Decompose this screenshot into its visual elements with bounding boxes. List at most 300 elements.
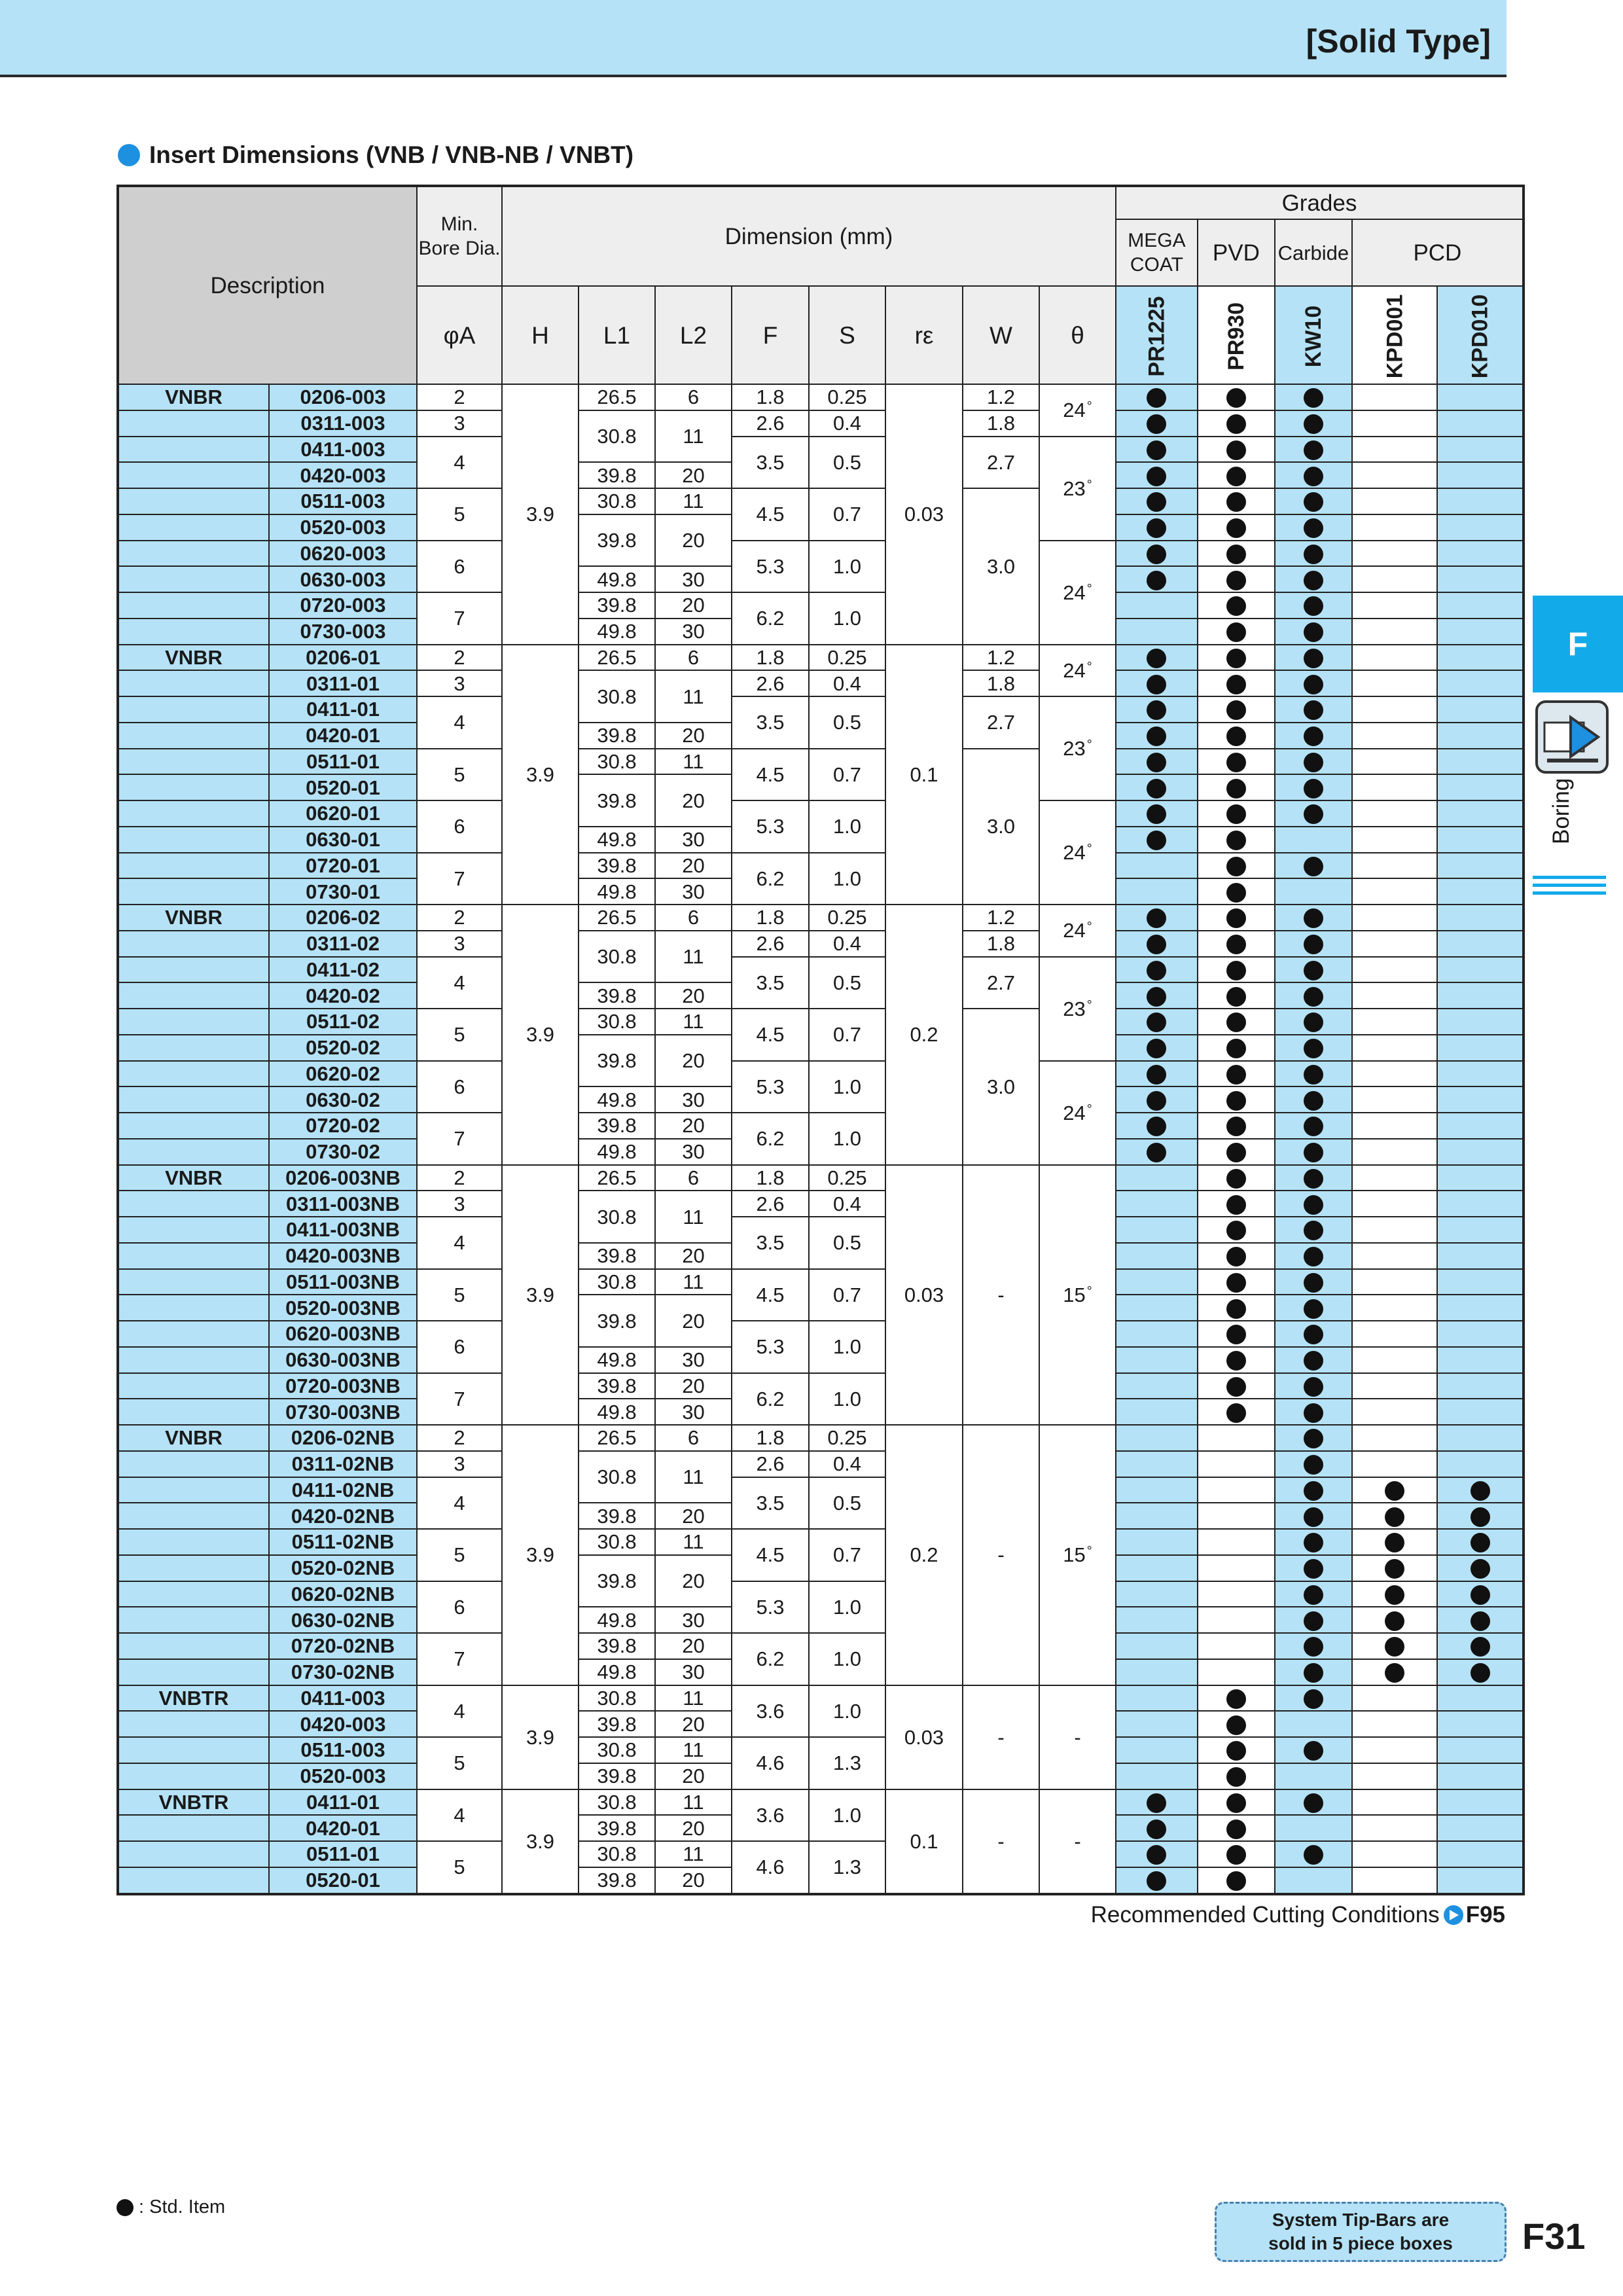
grade-cell-pr930 (1198, 878, 1275, 905)
grade-cell-pr1225 (1116, 1867, 1198, 1894)
min-bore-value: 5 (417, 488, 502, 541)
std-item-dot-icon (1304, 545, 1323, 564)
std-item-dot-icon (1385, 1585, 1404, 1605)
grade-cell-pr1225 (1116, 1295, 1198, 1321)
s-value: 1.0 (809, 1113, 885, 1165)
item-prefix (118, 1607, 269, 1633)
grade-cell-kpd010 (1437, 1399, 1524, 1425)
grade-cell-kpd010 (1437, 1061, 1524, 1087)
std-item-dot-icon (1304, 1299, 1323, 1319)
l1-value: 39.8 (579, 723, 655, 749)
w-value: 2.7 (963, 957, 1039, 1009)
grade-cell-pr930 (1198, 1659, 1275, 1685)
grade-cell-pr1225 (1116, 1685, 1198, 1712)
grade-cell-kpd010 (1437, 1243, 1524, 1269)
grade-cell-kpd010 (1437, 619, 1524, 645)
item-code: 0206-003NB (269, 1165, 417, 1191)
f-value: 3.5 (732, 1217, 809, 1269)
description-header: Description (118, 186, 417, 384)
grade-label: KPD001 (1382, 294, 1408, 378)
grade-cell-kw10 (1275, 670, 1352, 696)
grade-cell-kw10 (1275, 982, 1352, 1009)
l1-value: 39.8 (579, 1035, 655, 1087)
item-prefix (118, 1009, 269, 1035)
grade-cell-kpd001 (1352, 827, 1438, 853)
std-item-dot-icon (1304, 1117, 1323, 1136)
grade-cell-kpd010 (1437, 488, 1524, 514)
grade-cell-kpd010 (1437, 1451, 1524, 1477)
std-item-dot-icon (1304, 1455, 1323, 1475)
degree-sign: ° (1086, 477, 1092, 492)
grade-cell-kw10 (1275, 619, 1352, 645)
f-value: 5.3 (732, 800, 809, 853)
grade-cell-pr930 (1198, 541, 1275, 567)
grade-cell-kpd010 (1437, 800, 1524, 827)
std-item-dot-icon (1304, 388, 1323, 408)
grade-cell-kpd001 (1352, 1633, 1438, 1659)
grade-cell-pr930 (1198, 1607, 1275, 1633)
std-item-dot-icon (1471, 1533, 1490, 1552)
table-row (118, 905, 1524, 931)
std-item-dot-icon (1304, 1533, 1323, 1552)
grade-cell-pr1225 (1116, 410, 1198, 437)
w-value: 3.0 (963, 488, 1039, 645)
grade-cell-kpd010 (1437, 1009, 1524, 1035)
std-item-dot-icon (1304, 1091, 1323, 1111)
std-item-dot-icon (1304, 1039, 1323, 1058)
insert-dimensions-table (116, 185, 1525, 1895)
l2-value: 20 (655, 1867, 732, 1894)
grade-cell-kpd001 (1352, 645, 1438, 671)
l1-value: 49.8 (579, 1086, 655, 1113)
item-code: 0311-02NB (269, 1451, 417, 1477)
l2-value: 11 (655, 1009, 732, 1035)
grade-cell-kw10 (1275, 1789, 1352, 1816)
f-value: 5.3 (732, 1581, 809, 1634)
item-prefix (118, 1529, 269, 1555)
grade-cell-kpd001 (1352, 1607, 1438, 1633)
col-header-f: F (732, 286, 809, 384)
grade-cell-pr930 (1198, 384, 1275, 410)
grade-cell-kw10 (1275, 1477, 1352, 1503)
grade-cell-kw10 (1275, 1399, 1352, 1425)
recommended-conditions[interactable] (1091, 1902, 1505, 1928)
grade-cell-kpd010 (1437, 1737, 1524, 1763)
l2-value: 11 (655, 488, 732, 514)
std-item-dot-icon (1385, 1637, 1404, 1657)
l1-value: 30.8 (579, 670, 655, 723)
std-item-dot-icon (1226, 857, 1246, 876)
grade-cell-kpd010 (1437, 1269, 1524, 1295)
std-item-dot-icon (1226, 467, 1246, 486)
item-code: 0620-02NB (269, 1581, 417, 1607)
std-item-dot-icon (1226, 935, 1246, 954)
l2-value: 11 (655, 931, 732, 983)
f-value: 1.8 (732, 905, 809, 931)
grade-cell-kw10 (1275, 1841, 1352, 1867)
grade-cell-pr1225 (1116, 462, 1198, 488)
std-item-dot-icon (1304, 779, 1323, 798)
s-value: 0.4 (809, 410, 885, 437)
item-code: 0630-003 (269, 566, 417, 592)
grade-cell-pr1225 (1116, 1165, 1198, 1191)
grade-cell-kpd010 (1437, 1763, 1524, 1789)
re-value: 0.1 (885, 645, 963, 905)
item-code: 0620-02 (269, 1061, 417, 1087)
item-code: 0730-02NB (269, 1659, 417, 1685)
grade-cell-kpd001 (1352, 514, 1438, 541)
w-value: - (963, 1425, 1039, 1685)
table-row (118, 931, 1524, 957)
min-bore-value: 7 (417, 1373, 502, 1426)
std-item-dot-icon (1226, 1351, 1246, 1371)
grade-cell-pr930 (1198, 931, 1275, 957)
std-item-dot-icon (1226, 1689, 1246, 1709)
min-bore-value: 3 (417, 1451, 502, 1477)
grade-cell-pr930 (1198, 1425, 1275, 1451)
grade-cell-pr930 (1198, 1217, 1275, 1243)
grade-cell-kpd001 (1352, 1555, 1438, 1581)
std-item-dot-icon (1226, 1741, 1246, 1761)
s-value: 0.25 (809, 1165, 885, 1191)
std-item-dot-icon (1304, 1637, 1323, 1657)
grade-cell-pr1225 (1116, 1711, 1198, 1737)
std-item-dot-icon (1147, 1793, 1166, 1813)
grade-cell-pr1225 (1116, 1139, 1198, 1165)
item-prefix (118, 410, 269, 437)
std-item-dot-icon (1147, 753, 1166, 772)
grade-cell-pr1225 (1116, 800, 1198, 827)
grade-cell-kpd010 (1437, 1555, 1524, 1581)
min-bore-value: 6 (417, 800, 502, 853)
s-value: 0.7 (809, 1009, 885, 1061)
grade-cell-kw10 (1275, 800, 1352, 827)
grade-cell-kw10 (1275, 1737, 1352, 1763)
std-item-dot-icon (116, 2199, 134, 2216)
recommended-label: Recommended Cutting Conditions (1090, 1902, 1440, 1928)
item-prefix: VNBR (118, 645, 269, 671)
grade-cell-pr1225 (1116, 566, 1198, 592)
grade-cell-kw10 (1275, 1269, 1352, 1295)
std-item-dot-icon (1226, 1195, 1246, 1215)
l1-value: 30.8 (579, 1009, 655, 1035)
std-item-dot-icon (1304, 622, 1323, 642)
item-code: 0720-01 (269, 853, 417, 879)
s-value: 0.25 (809, 1425, 885, 1451)
l1-value: 39.8 (579, 592, 655, 619)
grade-cell-kw10 (1275, 1711, 1352, 1737)
item-prefix (118, 1061, 269, 1087)
l1-value: 39.8 (579, 1295, 655, 1347)
grade-cell-kpd010 (1437, 1321, 1524, 1347)
table-row (118, 1633, 1524, 1659)
l2-value: 20 (655, 1373, 732, 1399)
item-prefix (118, 566, 269, 592)
l1-value: 30.8 (579, 1841, 655, 1867)
std-item-dot-icon (1147, 1065, 1166, 1085)
item-prefix (118, 1763, 269, 1789)
grade-cell-pr1225 (1116, 853, 1198, 879)
min-bore-value: 2 (417, 905, 502, 931)
section-tab-f[interactable] (1533, 596, 1623, 692)
item-code: 0630-003NB (269, 1347, 417, 1373)
grade-cell-kpd001 (1352, 957, 1438, 983)
std-item-dot-icon (1304, 1793, 1323, 1813)
item-prefix (118, 1867, 269, 1894)
grade-cell-pr930 (1198, 774, 1275, 800)
min-bore-value: 3 (417, 931, 502, 957)
l2-value: 20 (655, 1243, 732, 1269)
std-item-dot-icon (1304, 675, 1323, 694)
item-code: 0520-02NB (269, 1555, 417, 1581)
grade-cell-pr1225 (1116, 1191, 1198, 1217)
std-item-dot-icon (1226, 1039, 1246, 1058)
item-code: 0620-003NB (269, 1321, 417, 1347)
f-value: 4.5 (732, 749, 809, 801)
grade-cell-kpd001 (1352, 1113, 1438, 1139)
table-row (118, 1113, 1524, 1139)
l1-value: 30.8 (579, 410, 655, 463)
item-code: 0206-02NB (269, 1425, 417, 1451)
grade-cell-kpd001 (1352, 1711, 1438, 1737)
grade-cell-pr930 (1198, 1867, 1275, 1894)
item-code: 0630-02NB (269, 1607, 417, 1633)
std-item-dot-icon (1304, 700, 1323, 720)
re-value: 0.1 (885, 1789, 963, 1894)
l2-value: 6 (655, 384, 732, 410)
section-tab-label: F (1567, 626, 1588, 662)
min-bore-value: 7 (417, 592, 502, 645)
s-value: 0.5 (809, 1477, 885, 1530)
item-prefix (118, 931, 269, 957)
grade-header-pr930 (1198, 286, 1275, 384)
min-bore-value: 3 (417, 410, 502, 437)
grade-cell-pr930 (1198, 1555, 1275, 1581)
l1-value: 39.8 (579, 982, 655, 1009)
grade-cell-pr930 (1198, 1737, 1275, 1763)
theta-number: 23 (1063, 737, 1086, 760)
item-code: 0520-003 (269, 1763, 417, 1789)
l2-value: 30 (655, 1607, 732, 1633)
grade-cell-kpd001 (1352, 1373, 1438, 1399)
std-item-dot-icon (1226, 1871, 1246, 1891)
grade-cell-pr930 (1198, 1347, 1275, 1373)
std-item-dot-icon (1226, 700, 1246, 720)
grade-cell-kw10 (1275, 1763, 1352, 1789)
item-prefix (118, 1269, 269, 1295)
grade-cell-pr1225 (1116, 1477, 1198, 1503)
s-value: 0.4 (809, 1451, 885, 1477)
item-prefix (118, 514, 269, 541)
grade-cell-kpd010 (1437, 1113, 1524, 1139)
l1-value: 26.5 (579, 1425, 655, 1451)
degree-sign: ° (1086, 399, 1092, 414)
l1-value: 39.8 (579, 1815, 655, 1841)
std-item-dot-icon (1226, 1117, 1246, 1136)
item-code: 0420-01 (269, 723, 417, 749)
item-code: 0511-01 (269, 749, 417, 775)
std-item-dot-icon (1304, 467, 1323, 486)
grade-cell-kw10 (1275, 1867, 1352, 1894)
grade-cell-pr1225 (1116, 1321, 1198, 1347)
l2-value: 20 (655, 1711, 732, 1737)
grade-cell-pr930 (1198, 1685, 1275, 1712)
l1-value: 30.8 (579, 1269, 655, 1295)
std-item-dot-icon (1304, 1663, 1323, 1683)
s-value: 1.0 (809, 1789, 885, 1842)
degree-sign: ° (1086, 581, 1092, 596)
table-row (118, 645, 1524, 671)
header-rule (0, 75, 1507, 77)
std-item-dot-icon (1226, 1143, 1246, 1162)
grade-cell-pr1225 (1116, 1086, 1198, 1113)
l2-value: 11 (655, 1685, 732, 1712)
grade-cell-kpd010 (1437, 1503, 1524, 1529)
l1-value: 49.8 (579, 1347, 655, 1373)
std-item-dot-icon (1304, 571, 1323, 590)
std-item-dot-icon (1304, 1351, 1323, 1371)
grade-cell-kw10 (1275, 1165, 1352, 1191)
l2-value: 11 (655, 1737, 732, 1763)
grade-cell-pr930 (1198, 462, 1275, 488)
s-value: 0.4 (809, 931, 885, 957)
item-prefix (118, 1841, 269, 1867)
grade-cell-kw10 (1275, 1451, 1352, 1477)
page-title: [Solid Type] (1306, 23, 1491, 60)
std-item-dot-icon (1226, 1845, 1246, 1865)
grade-cell-kw10 (1275, 514, 1352, 541)
std-item-dot-icon (1304, 1689, 1323, 1709)
s-value: 1.0 (809, 1685, 885, 1738)
l2-value: 11 (655, 1789, 732, 1816)
recommended-page-link[interactable]: F95 (1465, 1902, 1505, 1928)
item-prefix (118, 878, 269, 905)
grade-label: KPD010 (1467, 294, 1493, 378)
std-item-dot-icon (1147, 1117, 1166, 1136)
grade-header-kw10 (1275, 286, 1352, 384)
l1-value: 39.8 (579, 1711, 655, 1737)
table-row (118, 488, 1524, 514)
grade-cell-kw10 (1275, 1581, 1352, 1607)
grade-cell-kw10 (1275, 1217, 1352, 1243)
std-item-dot-icon (1147, 1820, 1166, 1839)
item-prefix (118, 1217, 269, 1243)
std-item-dot-icon (1304, 1585, 1323, 1605)
grade-cell-pr1225 (1116, 437, 1198, 463)
std-item-dot-icon (1226, 779, 1246, 798)
std-item-dot-icon (1471, 1637, 1490, 1657)
l1-value: 49.8 (579, 1399, 655, 1425)
item-prefix (118, 1711, 269, 1737)
grade-cell-kpd001 (1352, 696, 1438, 723)
std-item-dot-icon (1304, 1013, 1323, 1032)
s-value: 1.0 (809, 1633, 885, 1685)
item-prefix (118, 774, 269, 800)
grade-cell-kpd001 (1352, 1061, 1438, 1087)
std-item-dot-icon (1226, 1299, 1246, 1319)
theta-number: 15 (1063, 1283, 1086, 1306)
item-code: 0720-003 (269, 592, 417, 619)
item-code: 0730-02 (269, 1139, 417, 1165)
grade-cell-pr930 (1198, 1373, 1275, 1399)
theta-value (1039, 541, 1116, 645)
l2-value: 6 (655, 645, 732, 671)
item-prefix (118, 541, 269, 567)
grade-cell-pr930 (1198, 800, 1275, 827)
l1-value: 30.8 (579, 1191, 655, 1243)
w-value: 2.7 (963, 437, 1039, 489)
item-prefix (118, 827, 269, 853)
f-value: 6.2 (732, 1373, 809, 1426)
grade-cell-kw10 (1275, 541, 1352, 567)
l1-value: 30.8 (579, 1451, 655, 1503)
std-item-dot-icon (1304, 1559, 1323, 1579)
table-row (118, 800, 1524, 827)
min-bore-value: 6 (417, 1321, 502, 1373)
grade-cell-kpd001 (1352, 1815, 1438, 1841)
grade-label: KW10 (1300, 305, 1326, 367)
grade-cell-kpd010 (1437, 645, 1524, 671)
std-item-dot-icon (1304, 935, 1323, 954)
grade-header-pr1225 (1116, 286, 1198, 384)
min-bore-value: 6 (417, 1581, 502, 1634)
grade-cell-kpd010 (1437, 592, 1524, 619)
min-bore-value: 5 (417, 749, 502, 801)
grade-cell-pr930 (1198, 1139, 1275, 1165)
item-prefix (118, 1737, 269, 1763)
l1-value: 39.8 (579, 1867, 655, 1894)
table-row (118, 410, 1524, 437)
table-row (118, 1269, 1524, 1295)
grade-cell-kw10 (1275, 696, 1352, 723)
table-row (118, 1529, 1524, 1555)
std-item-dot-icon (1147, 1871, 1166, 1891)
item-code: 0630-02 (269, 1086, 417, 1113)
std-item-dot-icon (1147, 1013, 1166, 1032)
s-value: 0.5 (809, 437, 885, 489)
item-code: 0420-01 (269, 1815, 417, 1841)
table-row (118, 1737, 1524, 1763)
grade-cell-pr1225 (1116, 1217, 1198, 1243)
grade-cell-kpd001 (1352, 1763, 1438, 1789)
l2-value: 30 (655, 1347, 732, 1373)
item-code: 0411-01 (269, 1789, 417, 1816)
grade-cell-pr930 (1198, 1815, 1275, 1841)
grade-cell-pr1225 (1116, 696, 1198, 723)
std-item-dot-icon (1226, 1221, 1246, 1240)
bullet-icon (118, 144, 140, 166)
grade-cell-pr1225 (1116, 827, 1198, 853)
grade-cell-kw10 (1275, 1503, 1352, 1529)
std-item-dot-icon (1304, 1065, 1323, 1085)
l2-value: 11 (655, 1269, 732, 1295)
theta-value (1039, 437, 1116, 541)
std-item-dot-icon (1226, 961, 1246, 980)
grade-group-carbide: Carbide (1275, 219, 1352, 286)
l1-value: 26.5 (579, 1165, 655, 1191)
s-value: 0.4 (809, 1191, 885, 1217)
item-code: 0511-003NB (269, 1269, 417, 1295)
grade-cell-pr930 (1198, 1399, 1275, 1425)
grade-cell-kpd010 (1437, 462, 1524, 488)
std-item-dot-icon (1226, 1013, 1246, 1032)
grade-cell-kw10 (1275, 1009, 1352, 1035)
l1-value: 39.8 (579, 1763, 655, 1789)
std-item-dot-icon (1304, 908, 1323, 928)
theta-value (1039, 957, 1116, 1061)
item-code: 0730-003NB (269, 1399, 417, 1425)
table-row (118, 853, 1524, 879)
